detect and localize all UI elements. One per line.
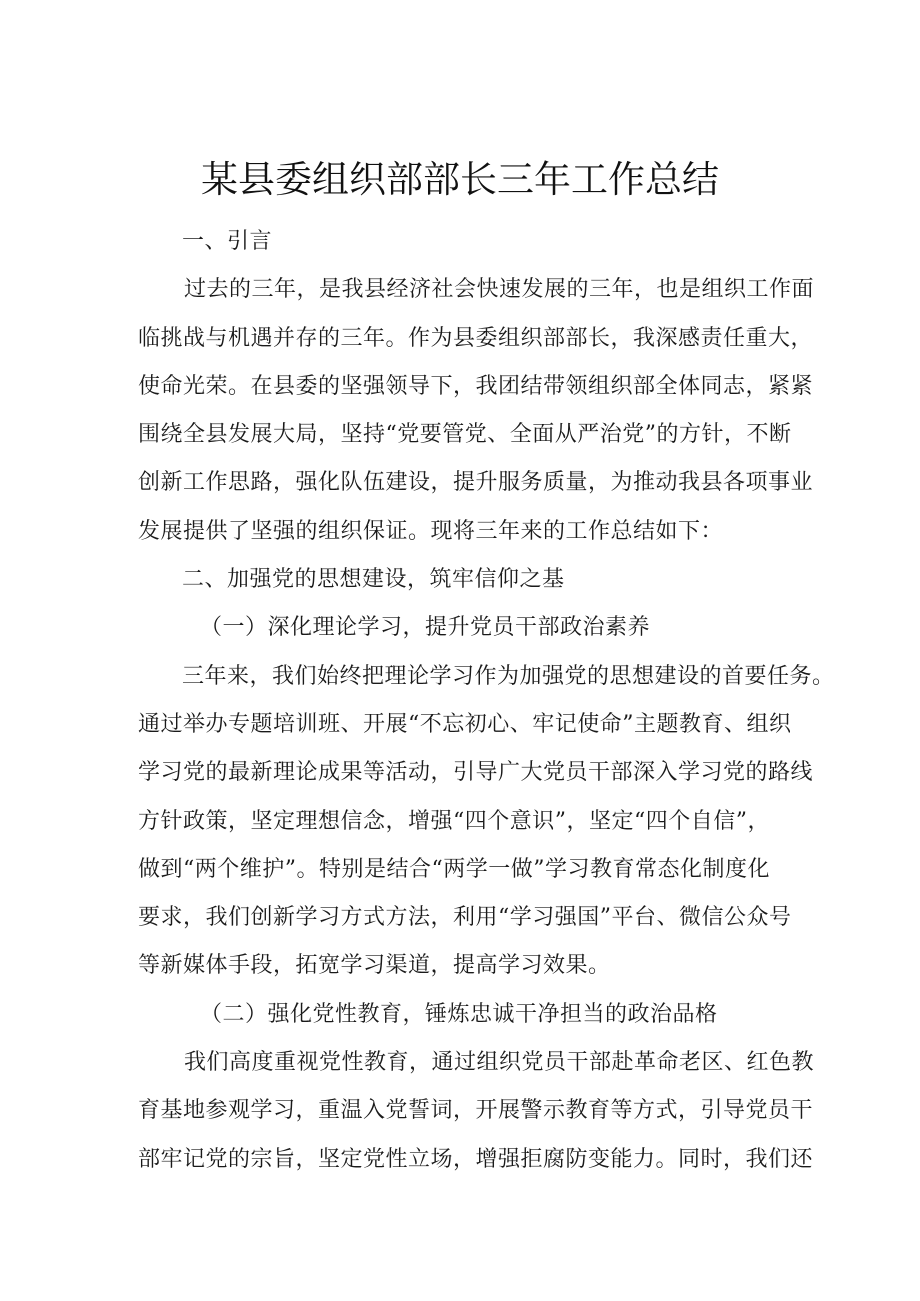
paragraph-line: 我们高度重视党性教育，通过组织党员干部赴革命老区、红色教	[184, 1050, 815, 1076]
paragraph-line: 学习党的最新理论成果等活动，引导广大党员干部深入学习党的路线	[138, 760, 814, 786]
document-title: 某县委组织部部长三年工作总结	[201, 158, 719, 201]
paragraph-line: 做到“两个维护”。特别是结合“两学一做”学习教育常态化制度化	[138, 856, 770, 882]
paragraph-line: 过去的三年，是我县经济社会快速发展的三年，也是组织工作面	[184, 277, 815, 303]
paragraph-line: 发展提供了坚强的组织保证。现将三年来的工作总结如下：	[138, 518, 724, 544]
section-heading-ideological-building: 二、加强党的思想建设，筑牢信仰之基	[182, 567, 565, 593]
paragraph-line: 使命光荣。在县委的坚强领导下，我团结带领组织部全体同志，紧紧	[138, 373, 814, 399]
paragraph-line: 围绕全县发展大局，坚持“党要管党、全面从严治党”的方针，不断	[138, 422, 792, 448]
paragraph-line: 育基地参观学习，重温入党誓词，开展警示教育等方式，引导党员干	[138, 1098, 814, 1124]
section-heading-introduction: 一、引言	[182, 229, 273, 254]
paragraph-line: 部牢记党的宗旨，坚定党性立场，增强拒腐防变能力。同时，我们还	[138, 1146, 814, 1172]
document-body	[138, 218, 835, 1184]
paragraph-line: 要求，我们创新学习方式方法，利用“学习强国”平台、微信公众号	[138, 905, 792, 931]
subsection-heading-theory-study: （一）深化理论学习，提升党员干部政治素养	[200, 615, 651, 641]
paragraph-line: 等新媒体手段，拓宽学习渠道，提高学习效果。	[138, 953, 611, 979]
subsection-heading-party-education: （二）强化党性教育，锤炼忠诚干净担当的政治品格	[200, 1001, 718, 1027]
paragraph-line: 创新工作思路，强化队伍建设，提升服务质量，为推动我县各项事业	[138, 470, 814, 496]
paragraph-line: 临挑战与机遇并存的三年。作为县委组织部部长，我深感责任重大，	[138, 325, 814, 351]
paragraph-line: 三年来，我们始终把理论学习作为加强党的思想建设的首要任务。	[182, 663, 835, 689]
paragraph-line: 方针政策，坚定理想信念，增强“四个意识”，坚定“四个自信”，	[138, 808, 770, 834]
paragraph-line: 通过举办专题培训班、开展“不忘初心、牢记使命”主题教育、组织	[138, 711, 792, 737]
